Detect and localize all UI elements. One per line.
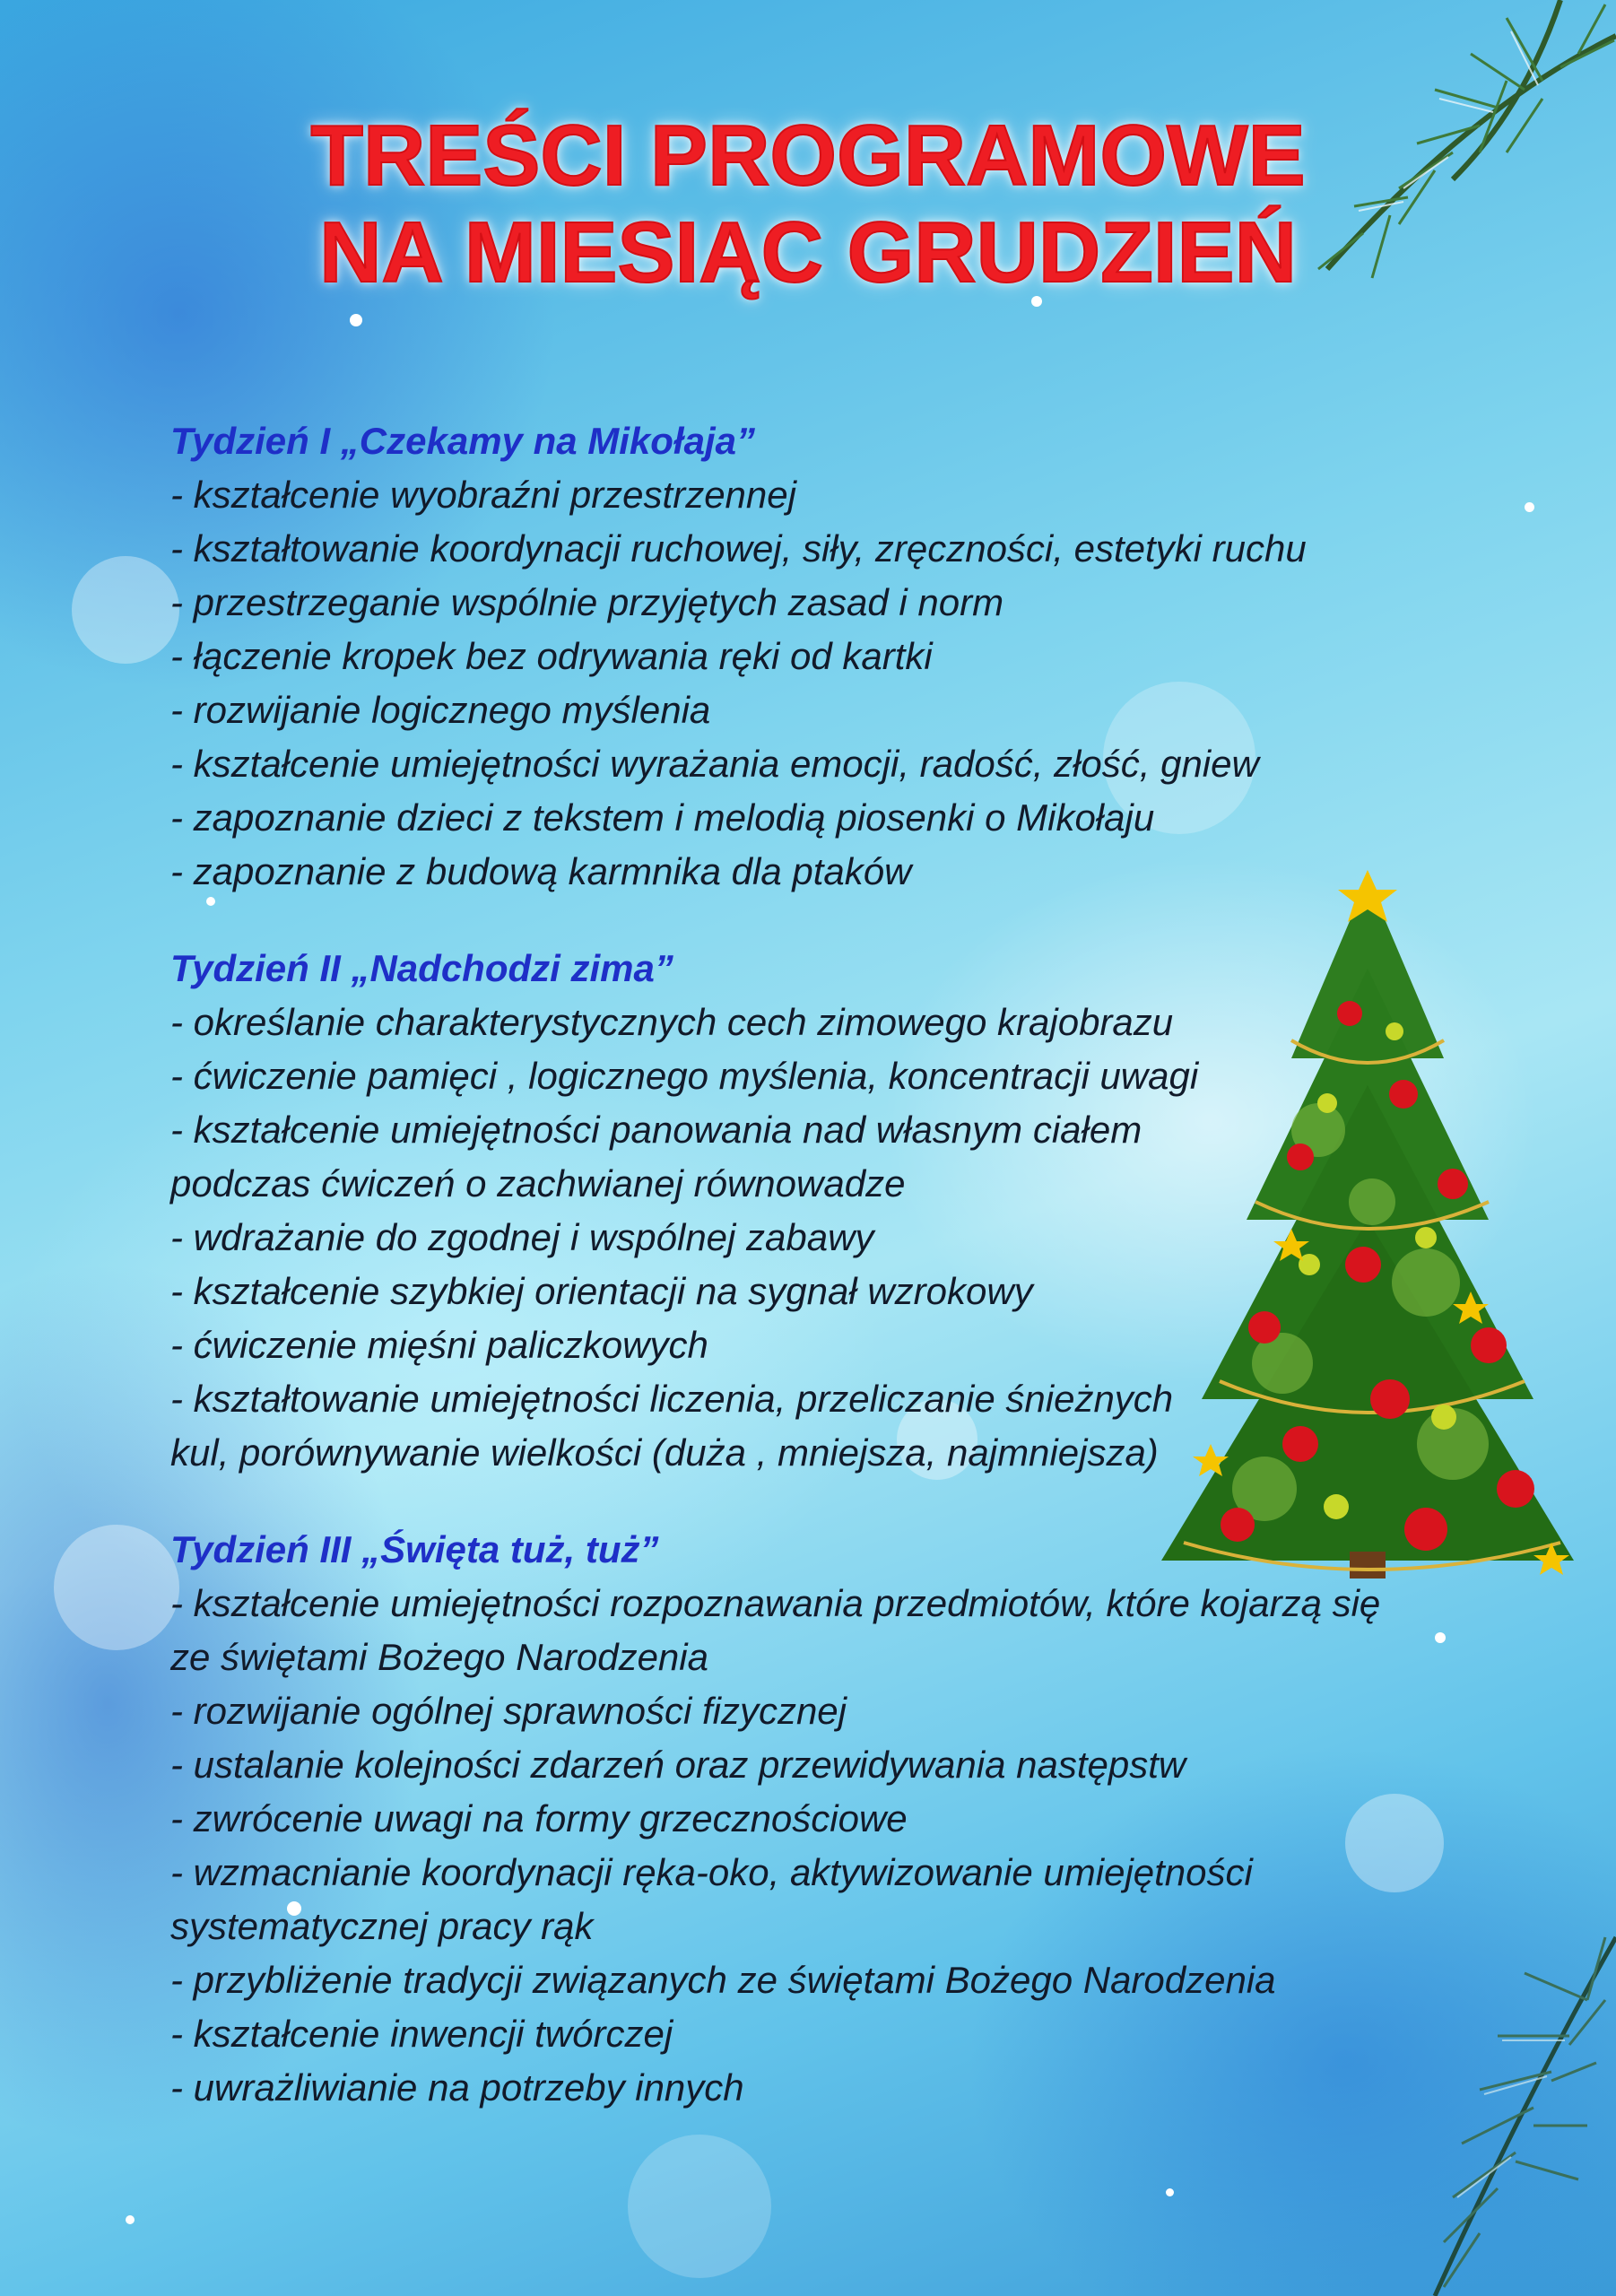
list-item: - kształtowanie umiejętności liczenia, przeliczanie śnieżnych	[170, 1378, 1174, 1420]
list-item: - zapoznanie z budową karmnika dla ptaków	[170, 850, 912, 892]
week-1-section	[170, 414, 1533, 899]
page-title-line-1: TREŚCI PROGRAMOWE	[310, 108, 1306, 204]
week-1-heading: Tydzień I „Czekamy na Mikołaja”	[170, 420, 755, 462]
list-item: - zapoznanie dzieci z tekstem i melodią piosenki o Mikołaju	[170, 796, 1155, 839]
list-item: - określanie charakterystycznych cech zimowego krajobrazu	[170, 1001, 1174, 1043]
list-item: - rozwijanie logicznego myślenia	[170, 689, 711, 731]
list-item: - kształcenie szybkiej orientacji na sygnał wzrokowy	[170, 1270, 1033, 1312]
list-item: - ćwiczenie pamięci , logicznego myślenia, koncentracji uwagi	[170, 1055, 1199, 1097]
page-title	[0, 108, 1616, 302]
list-item: - kształtowanie koordynacji ruchowej, siły, zręczności, estetyki ruchu	[170, 527, 1307, 570]
list-item: podczas ćwiczeń o zachwianej równowadze	[170, 1162, 906, 1205]
list-item: - przestrzeganie wspólnie przyjętych zasad i norm	[170, 581, 1004, 623]
list-item: - zwrócenie uwagi na formy grzecznościowe	[170, 1797, 908, 1839]
list-item: - kształcenie inwencji twórczej	[170, 2013, 673, 2055]
list-item: - kształcenie wyobraźni przestrzennej	[170, 474, 796, 516]
list-item: kul, porównywanie wielkości (duża , mniejsza, najmniejsza)	[170, 1431, 1159, 1474]
list-item: - kształcenie umiejętności wyrażania emocji, radość, złość, gniew	[170, 743, 1259, 785]
list-item: - wdrażanie do zgodnej i wspólnej zabawy	[170, 1216, 874, 1258]
list-item: - przybliżenie tradycji związanych ze świętami Bożego Narodzenia	[170, 1959, 1276, 2001]
list-item: - kształcenie umiejętności panowania nad własnym ciałem	[170, 1109, 1142, 1151]
list-item: - ustalanie kolejności zdarzeń oraz przewidywania następstw	[170, 1744, 1186, 1786]
list-item: - uwrażliwianie na potrzeby innych	[170, 2066, 744, 2109]
week-2-heading: Tydzień II „Nadchodzi zima”	[170, 947, 673, 989]
list-item: systematycznej pracy rąk	[170, 1905, 594, 1947]
list-item: - rozwijanie ogólnej sprawności fizycznej	[170, 1690, 847, 1732]
week-2-section	[170, 942, 1533, 1480]
list-item: ze świętami Bożego Narodzenia	[170, 1636, 708, 1678]
page-title-line-2: NA MIESIĄC GRUDZIEŃ	[319, 204, 1297, 301]
list-item: - ćwiczenie mięśni paliczkowych	[170, 1324, 708, 1366]
list-item: - kształcenie umiejętności rozpoznawania przedmiotów, które kojarzą się	[170, 1582, 1381, 1624]
list-item: - wzmacnianie koordynacji ręka-oko, aktywizowanie umiejętności	[170, 1851, 1253, 1893]
program-content	[170, 414, 1533, 2158]
list-item: - łączenie kropek bez odrywania ręki od kartki	[170, 635, 933, 677]
week-3-section	[170, 1523, 1533, 2115]
week-3-heading: Tydzień III „Święta tuż, tuż”	[170, 1528, 659, 1570]
